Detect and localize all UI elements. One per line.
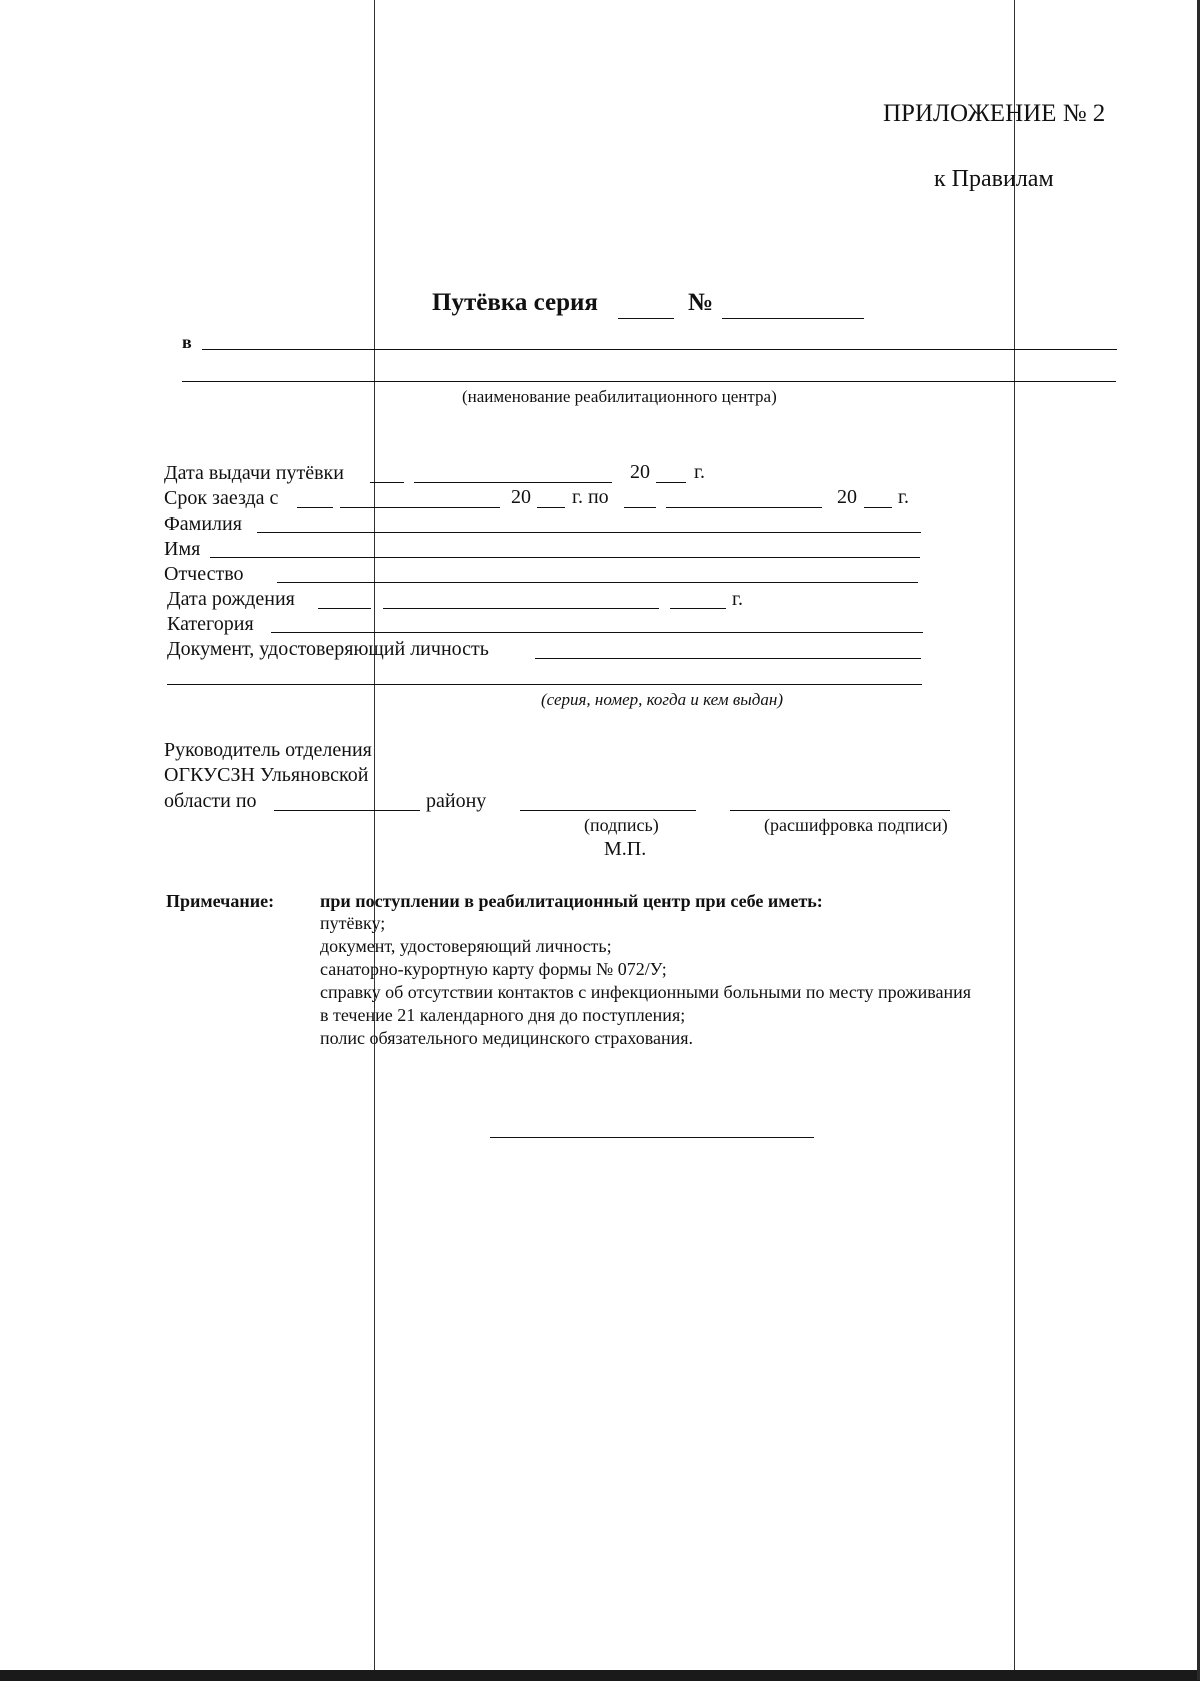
id-document-label: Документ, удостоверяющий личность <box>167 638 489 660</box>
signer-line-2: ОГКУСЗН Ульяновской <box>164 764 369 786</box>
issue-year-blank[interactable] <box>656 482 686 483</box>
voucher-title-label: Путёвка серия <box>432 289 598 316</box>
appendix-number: ПРИЛОЖЕНИЕ № 2 <box>883 100 1106 127</box>
district-blank[interactable] <box>274 810 420 811</box>
end-separator <box>490 1137 814 1138</box>
signer-line-1: Руководитель отделения <box>164 739 372 761</box>
patronymic-label: Отчество <box>164 563 244 585</box>
destination-line-2[interactable] <box>182 381 1116 382</box>
note-item: документ, удостоверяющий личность; <box>320 936 612 956</box>
issue-date-label: Дата выдачи путёвки <box>164 462 344 484</box>
signature-decode-blank[interactable] <box>730 810 950 811</box>
id-document-blank[interactable] <box>535 658 921 659</box>
category-label: Категория <box>167 613 254 635</box>
birth-date-label: Дата рождения <box>167 588 295 610</box>
scan-line-right <box>1014 0 1015 1670</box>
signature-decode-caption: (расшифровка подписи) <box>764 815 948 835</box>
arrival-from-label: Срок заезда с <box>164 487 279 509</box>
signer-line-3-prefix: области по <box>164 790 257 812</box>
issue-day-blank[interactable] <box>370 482 404 483</box>
note-item: путёвку; <box>320 913 386 933</box>
note-item: полис обязательного медицинского страхования. <box>320 1028 693 1048</box>
id-document-caption: (серия, номер, когда и кем выдан) <box>541 690 783 709</box>
arrival-to-day-blank[interactable] <box>624 507 656 508</box>
surname-label: Фамилия <box>164 513 242 535</box>
scan-line-left <box>374 0 375 1670</box>
birth-day-blank[interactable] <box>318 608 371 609</box>
number-blank[interactable] <box>722 318 864 319</box>
note-item: в течение 21 календарного дня до поступления; <box>320 1005 686 1025</box>
id-document-blank-2[interactable] <box>167 684 922 685</box>
birth-month-blank[interactable] <box>383 608 659 609</box>
birth-year-suffix: г. <box>732 588 743 610</box>
note-label: Примечание: <box>166 891 275 911</box>
patronymic-blank[interactable] <box>277 582 918 583</box>
scan-bottom-border <box>0 1670 1200 1681</box>
signature-caption: (подпись) <box>584 815 659 835</box>
arrival-to-year-suffix: г. <box>898 486 909 508</box>
arrival-to-label: г. по <box>572 486 609 508</box>
arrival-from-day-blank[interactable] <box>297 507 333 508</box>
arrival-to-month-blank[interactable] <box>666 507 822 508</box>
voucher-title <box>432 289 598 317</box>
series-blank[interactable] <box>618 318 674 319</box>
arrival-to-year-prefix: 20 <box>837 486 857 508</box>
note-heading: при поступлении в реабилитационный центр при себе иметь: <box>320 891 823 911</box>
signer-line-3-suffix: району <box>426 790 487 812</box>
arrival-from-year-blank[interactable] <box>537 507 565 508</box>
note-item: санаторно-курортную карту формы № 072/У; <box>320 959 667 979</box>
rules-reference: к Правилам <box>934 166 1054 192</box>
name-blank[interactable] <box>210 557 920 558</box>
category-blank[interactable] <box>271 632 923 633</box>
issue-month-blank[interactable] <box>414 482 612 483</box>
stamp-place: М.П. <box>604 838 647 860</box>
destination-prefix: в <box>182 332 192 352</box>
signature-blank[interactable] <box>520 810 696 811</box>
name-label: Имя <box>164 538 201 560</box>
arrival-to-year-blank[interactable] <box>864 507 892 508</box>
surname-blank[interactable] <box>257 532 921 533</box>
number-sign: № <box>688 289 714 316</box>
destination-line-1[interactable] <box>202 349 1117 350</box>
arrival-from-month-blank[interactable] <box>340 507 500 508</box>
arrival-year-prefix: 20 <box>511 486 531 508</box>
issue-year-prefix: 20 <box>630 461 650 483</box>
birth-year-blank[interactable] <box>670 608 726 609</box>
destination-caption: (наименование реабилитационного центра) <box>462 387 777 406</box>
note-item: справку об отсутствии контактов с инфекционными больными по месту проживания <box>320 982 972 1002</box>
issue-year-suffix: г. <box>694 461 705 483</box>
